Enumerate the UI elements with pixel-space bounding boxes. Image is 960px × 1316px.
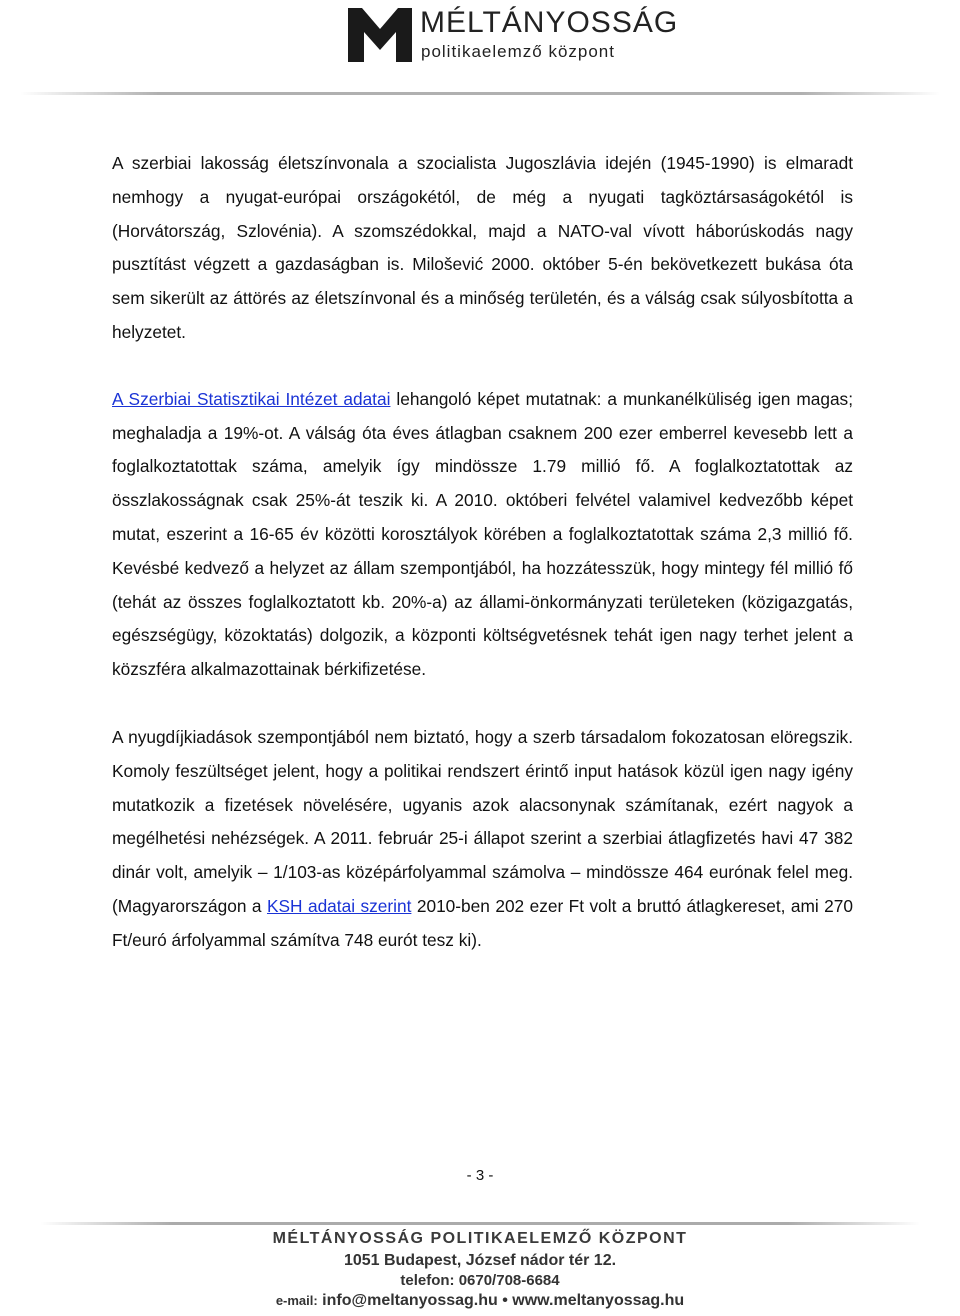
footer-email-label: e-mail: [275,1293,318,1308]
logo-title: MÉLTÁNYOSSÁG [420,6,679,39]
footer-address: 1051 Budapest, József nádor tér 12. [343,1252,617,1269]
header-divider [20,92,940,95]
page-header [0,0,960,96]
paragraph-employment-text: lehangoló képet mutatnak: a munkanélküliség igen magas; meghaladja a 19%-ot. A válság óta éves átlagban csaknem 200 ezer emberrel kevesebb lett a foglalkoztatottak száma, amelyik így mindössze 1.79 millió fő. A foglalkoztatottak az összlakosságnak csak 25%-át teszik ki. A 2010. októberi felvétel valamivel kedvezőbb képet mutat, eszerint a 16-65 év közötti korosztályok körében a foglalkoztatottak száma 2,3 millió fő. Kevésbé kedvező a helyzet az állam szempontjából, ha hozzátesszük, hogy mintegy fél millió fő (tehát az összes foglalkoztatott kb. 20%-a) az állami-önkormányzati területeken (közigazgatás, egészségügy, közoktatás) dolgozik, a központi költségvetésnek tehát igen nagy terhet jelent a közszféra alkalmazottainak bérkifizetése. [112,388,854,680]
document-body [112,147,853,958]
footer-contact [0,1292,960,1310]
paragraph-pensions-wages [112,721,853,958]
footer-email-web: info@meltanyossag.hu • www.meltanyossag.hu [317,1292,685,1309]
footer-title: MÉLTÁNYOSSÁG POLITIKAELEMZŐ KÖZPONT [272,1230,688,1247]
page-footer [0,1222,960,1316]
footer-phone: telefon: 0670/708-6684 [400,1272,560,1289]
paragraph-living-standards: A szerbiai lakosság életszínvonala a szocialista Jugoszlávia idején (1945-1990) is elmaradt nemhogy a nyugat-európai országokétól, de még a nyugati tagköztársaságokétól is (Horvátország, Szlovénia). A szomszédokkal, majd a NATO-val vívott háborúskodás nagy pusztítást végzett a gazdaságban is. Milošević 2000. október 5-én bekövetkezett bukása óta sem sikerült az áttörés az életszínvonal és a minőség területén, és a válság csak súlyosbította a helyzetet. [112,153,853,342]
logo-subtitle: politikaelemző központ [421,42,615,61]
page-number: - 3 - [466,1167,494,1184]
footer-divider [40,1222,920,1225]
meltanyossag-logo-icon [345,5,415,65]
paragraph-pensions-text-start: A nyugdíjkiadások szempontjából nem biztató, hogy a szerb társadalom fokozatosan elöregszik. Komoly feszültséget jelent, hogy a politikai rendszert érintő input hatások közül igen nagy igény mutatkozik a fizetések növelésére, ugyanis azok alacsonynak számítanak, ezért nagyok a megélhetési nehézségek. A 2011. február 25-i állapot szerint a szerbiai átlagfizetés havi 47 382 dinár volt, amelyik – 1/103-as középárfolyammal számolva – mindössze 464 eurónak felel meg. (Magyarországon a [112,726,853,916]
paragraph-employment [112,383,853,687]
statistical-institute-link[interactable]: A Szerbiai Statisztikai Intézet adatai [112,388,391,409]
paragraph-pensions-text-end: 2010-ben 202 ezer Ft volt a bruttó átlagkereset, ami 270 Ft/euró árfolyammal számítva 748 eurót tesz ki). [112,895,854,950]
ksh-data-link[interactable]: KSH adatai szerint [266,895,412,916]
